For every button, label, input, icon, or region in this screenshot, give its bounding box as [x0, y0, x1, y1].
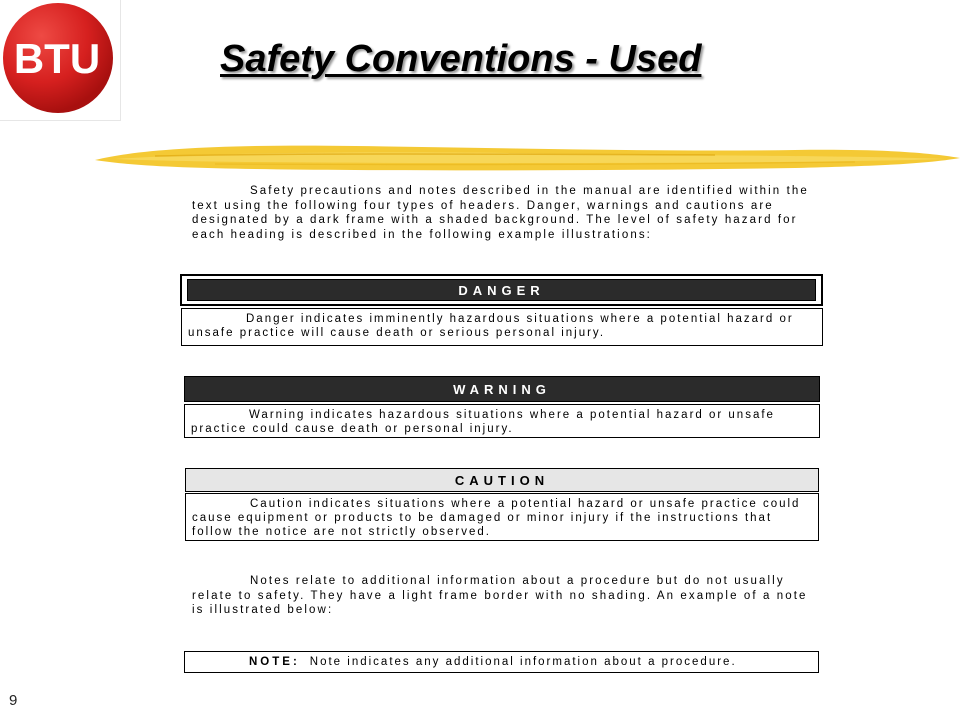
- caution-text: Caution indicates situations where a potential hazard or unsafe practice could cause equipment or products to be damaged or minor injury if the instructions that follow the notice are not strictly observed.: [192, 498, 801, 538]
- notes-paragraph: [192, 574, 822, 618]
- danger-header: DANGER: [187, 279, 816, 301]
- logo-box: [0, 0, 121, 121]
- warning-body: [184, 404, 820, 438]
- danger-text: Danger indicates imminently hazardous situations where a potential hazard or unsafe practice will cause death or serious personal injury.: [188, 313, 794, 339]
- notes-text: Notes relate to additional information about a procedure but do not usually relate to safety. They have a light frame border with no shading. An example of a note is illustrated below:: [192, 575, 808, 616]
- intro-text: Safety precautions and notes described in the manual are identified within the text using the following four types of headers. Danger, warnings and cautions are designated by a dark frame with a shaded background. The level of safety hazard for each heading is described in the following example illustrations:: [192, 185, 809, 241]
- danger-body: [181, 308, 823, 346]
- yellow-brush-stroke: [95, 138, 960, 178]
- caution-header: CAUTION: [185, 468, 819, 492]
- caution-body: [185, 493, 819, 541]
- note-label: NOTE:: [249, 656, 300, 668]
- intro-paragraph: [192, 184, 822, 242]
- note-text: Note indicates any additional information about a procedure.: [309, 656, 737, 668]
- btu-logo: [0, 0, 120, 120]
- page-number: 9: [9, 692, 18, 709]
- note-box: [184, 651, 819, 673]
- logo-text: BTU: [13, 35, 101, 82]
- warning-text: Warning indicates hazardous situations where a potential hazard or unsafe practice could cause death or personal injury.: [191, 409, 775, 435]
- page-title: Safety Conventions - Used: [220, 38, 702, 80]
- warning-header: WARNING: [184, 376, 820, 402]
